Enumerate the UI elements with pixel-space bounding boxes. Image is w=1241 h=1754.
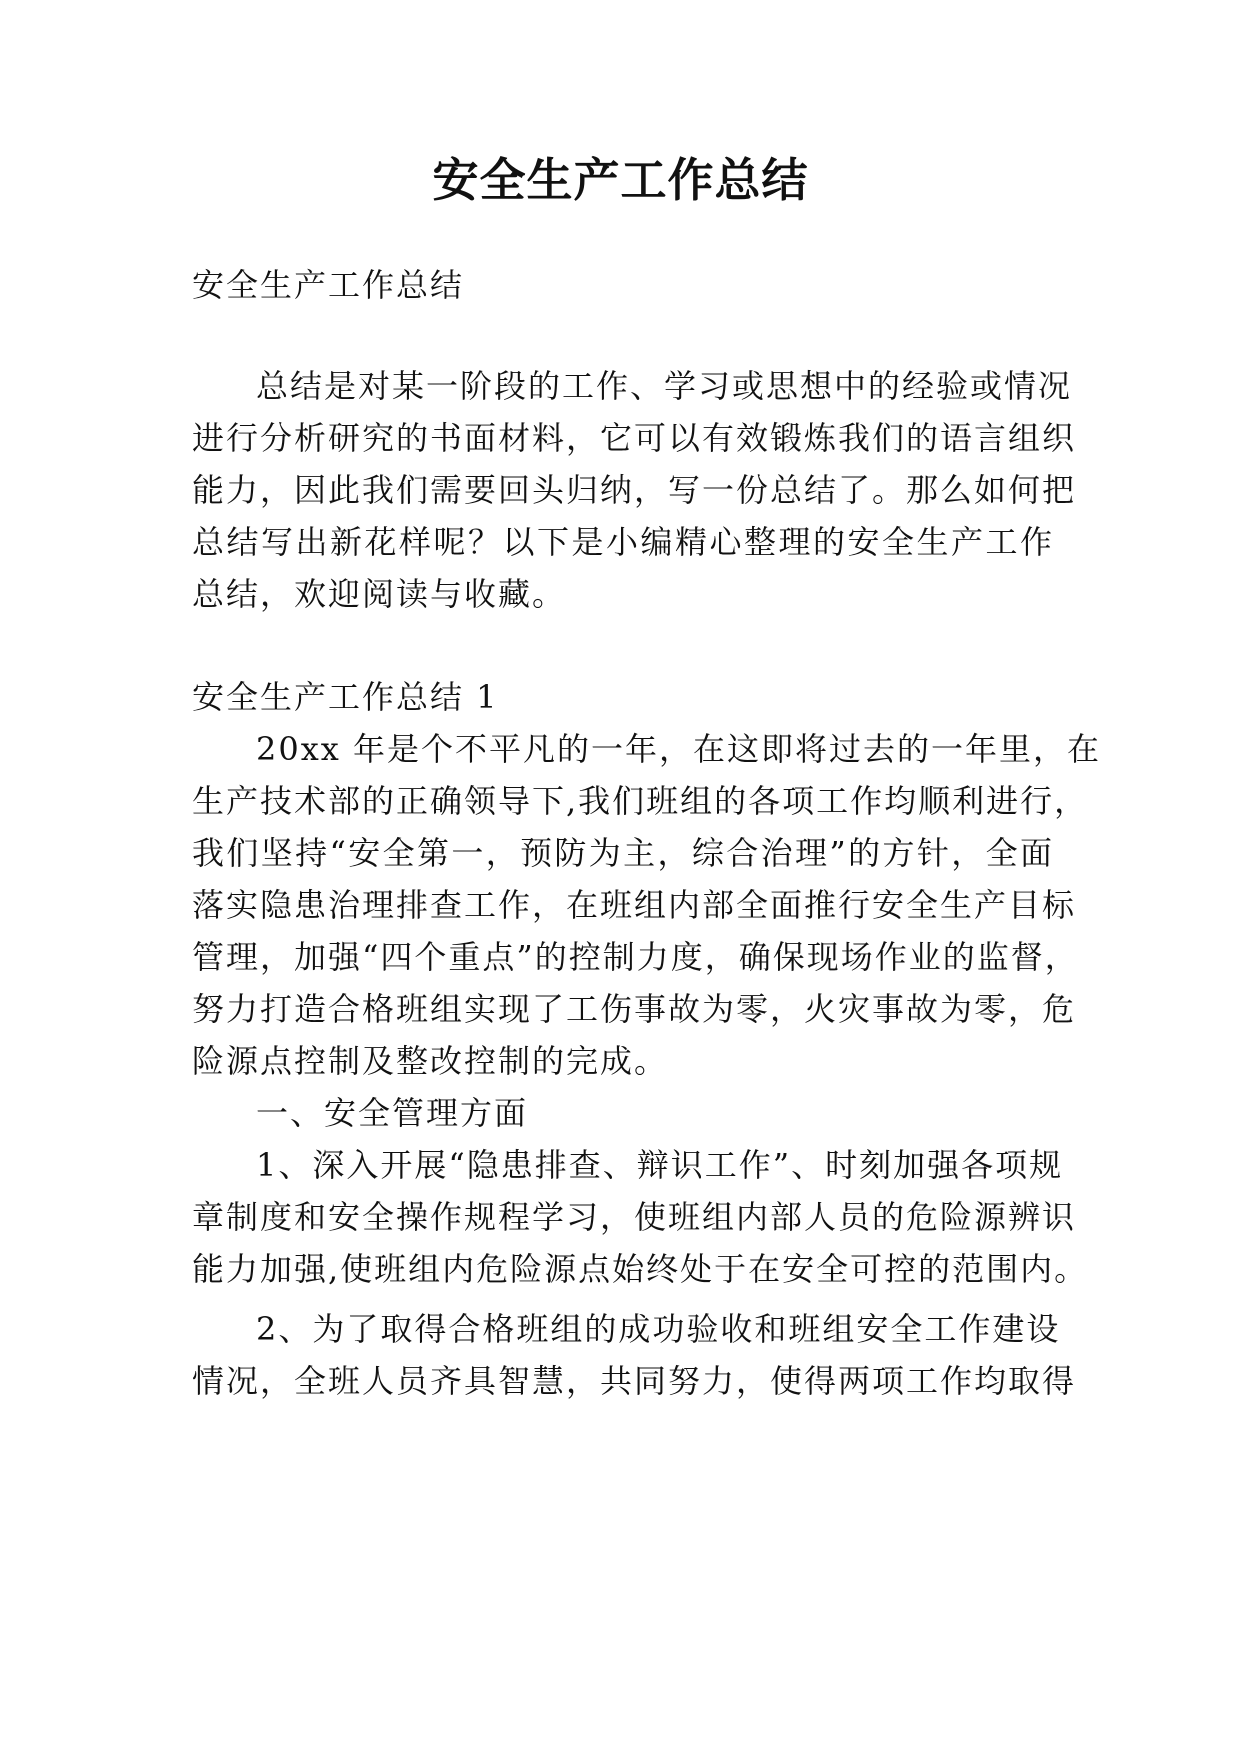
intro-line: 进行分析研究的书面材料，它可以有效锻炼我们的语言组织 (192, 419, 1077, 457)
intro-line: 能力，因此我们需要回头归纳，写一份总结了。那么如何把 (192, 471, 1077, 509)
section1-line: 管理，加强“四个重点”的控制力度，确保现场作业的监督， (192, 938, 1079, 976)
item1-line: 1、深入开展“隐患排查、辩识工作”、时刻加强各项规 (256, 1146, 1064, 1184)
section1-line: 20xx 年是个不平凡的一年，在这即将过去的一年里，在 (256, 730, 1101, 768)
document-subtitle: 安全生产工作总结 (192, 266, 465, 304)
section1-line: 落实隐患治理排查工作，在班组内部全面推行安全生产目标 (192, 886, 1077, 924)
section-heading: 安全生产工作总结 1 (192, 678, 499, 716)
intro-line: 总结写出新花样呢？以下是小编精心整理的安全生产工作 (192, 523, 1054, 561)
item2-line: 情况，全班人员齐具智慧，共同努力，使得两项工作均取得 (192, 1362, 1077, 1400)
intro-line: 总结，欢迎阅读与收藏。 (192, 575, 567, 613)
section1-line: 生产技术部的正确领导下,我们班组的各项工作均顺利进行， (192, 782, 1089, 820)
item1-line: 能力加强,使班组内危险源点始终处于在安全可控的范围内。 (192, 1250, 1089, 1288)
item1-line: 章制度和安全操作规程学习，使班组内部人员的危险源辨识 (192, 1198, 1077, 1236)
item2-line: 2、为了取得合格班组的成功验收和班组安全工作建设 (256, 1310, 1061, 1348)
section1-line: 险源点控制及整改控制的完成。 (192, 1042, 669, 1080)
section1-line: 努力打造合格班组实现了工伤事故为零，火灾事故为零，危 (192, 990, 1077, 1028)
subheading: 一、安全管理方面 (256, 1094, 529, 1132)
intro-line: 总结是对某一阶段的工作、学习或思想中的经验或情况 (256, 367, 1073, 405)
document-title: 安全生产工作总结 (432, 153, 809, 207)
section1-line: 我们坚持“安全第一，预防为主，综合治理”的方针，全面 (192, 834, 1054, 872)
